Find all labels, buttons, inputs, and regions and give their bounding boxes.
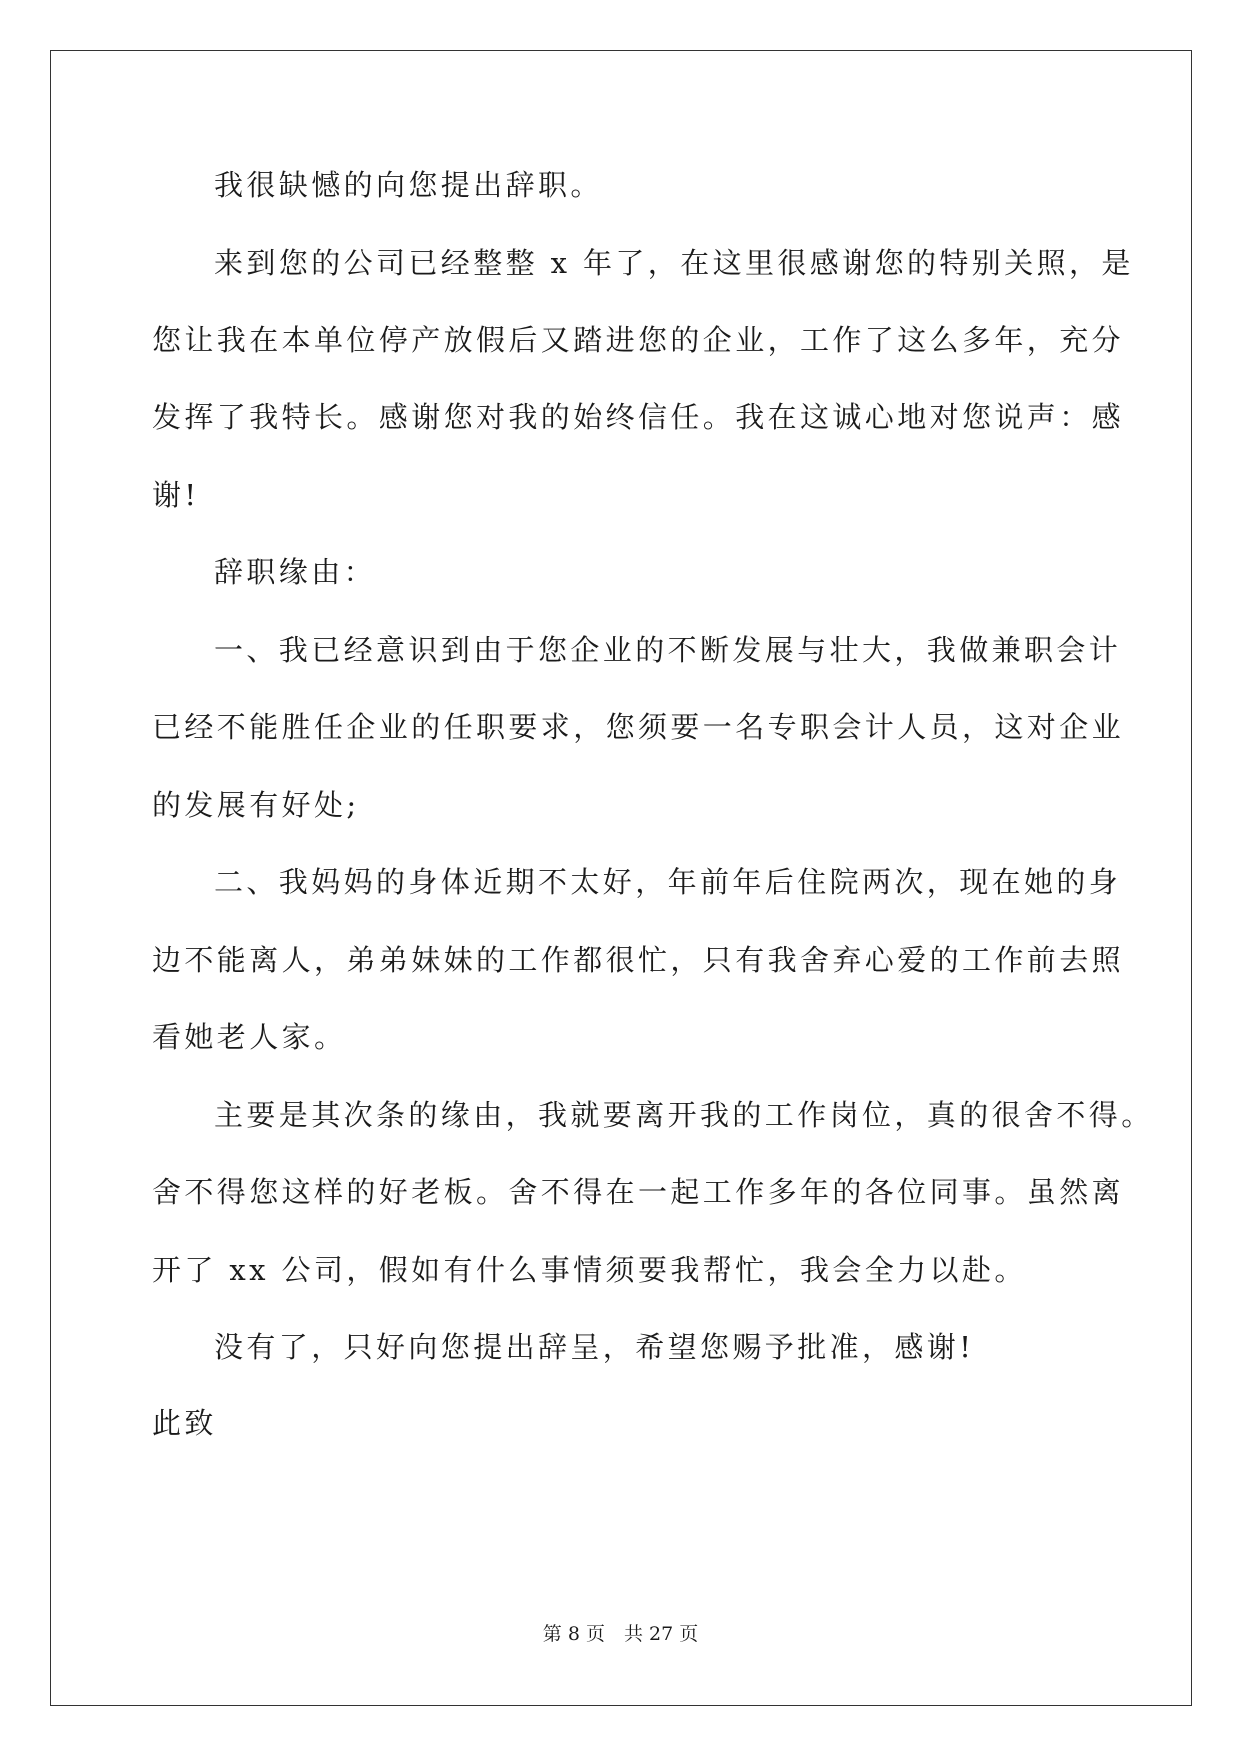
paragraph-line: 主要是其次条的缘由，我就要离开我的工作岗位，真的很舍不得。 [214,1098,1154,1132]
page-number-footer: 第 8 页 共 27 页 [542,1623,699,1645]
paragraph-line: 二、我妈妈的身体近期不太好，年前年后住院两次，现在她的身 [214,865,1122,899]
paragraph-line: 看她老人家。 [152,1020,347,1054]
paragraph-line: 开了 xx 公司，假如有什么事情须要我帮忙，我会全力以赴。 [152,1253,1027,1287]
paragraph-line: 边不能离人，弟弟妹妹的工作都很忙，只有我舍弃心爱的工作前去照 [152,943,1125,977]
section-heading: 辞职缘由： [214,555,377,589]
closing-salutation: 此致 [152,1406,217,1440]
paragraph-line: 来到您的公司已经整整 x 年了，在这里很感谢您的特别关照，是 [214,246,1134,280]
paragraph-line: 没有了，只好向您提出辞呈，希望您赐予批准，感谢! [214,1330,975,1364]
paragraph-line: 谢! [152,478,200,512]
paragraph-line: 一、我已经意识到由于您企业的不断发展与壮大，我做兼职会计 [214,633,1122,667]
paragraph-line: 舍不得您这样的好老板。舍不得在一起工作多年的各位同事。虽然离 [152,1175,1125,1209]
paragraph-line: 的发展有好处; [152,788,360,822]
paragraph-line: 您让我在本单位停产放假后又踏进您的企业，工作了这么多年，充分 [152,323,1125,357]
paragraph-line: 已经不能胜任企业的任职要求，您须要一名专职会计人员，这对企业 [152,710,1125,744]
paragraph-line: 发挥了我特长。感谢您对我的始终信任。我在这诚心地对您说声：感 [152,400,1125,434]
paragraph-line: 我很缺憾的向您提出辞职。 [214,168,603,202]
